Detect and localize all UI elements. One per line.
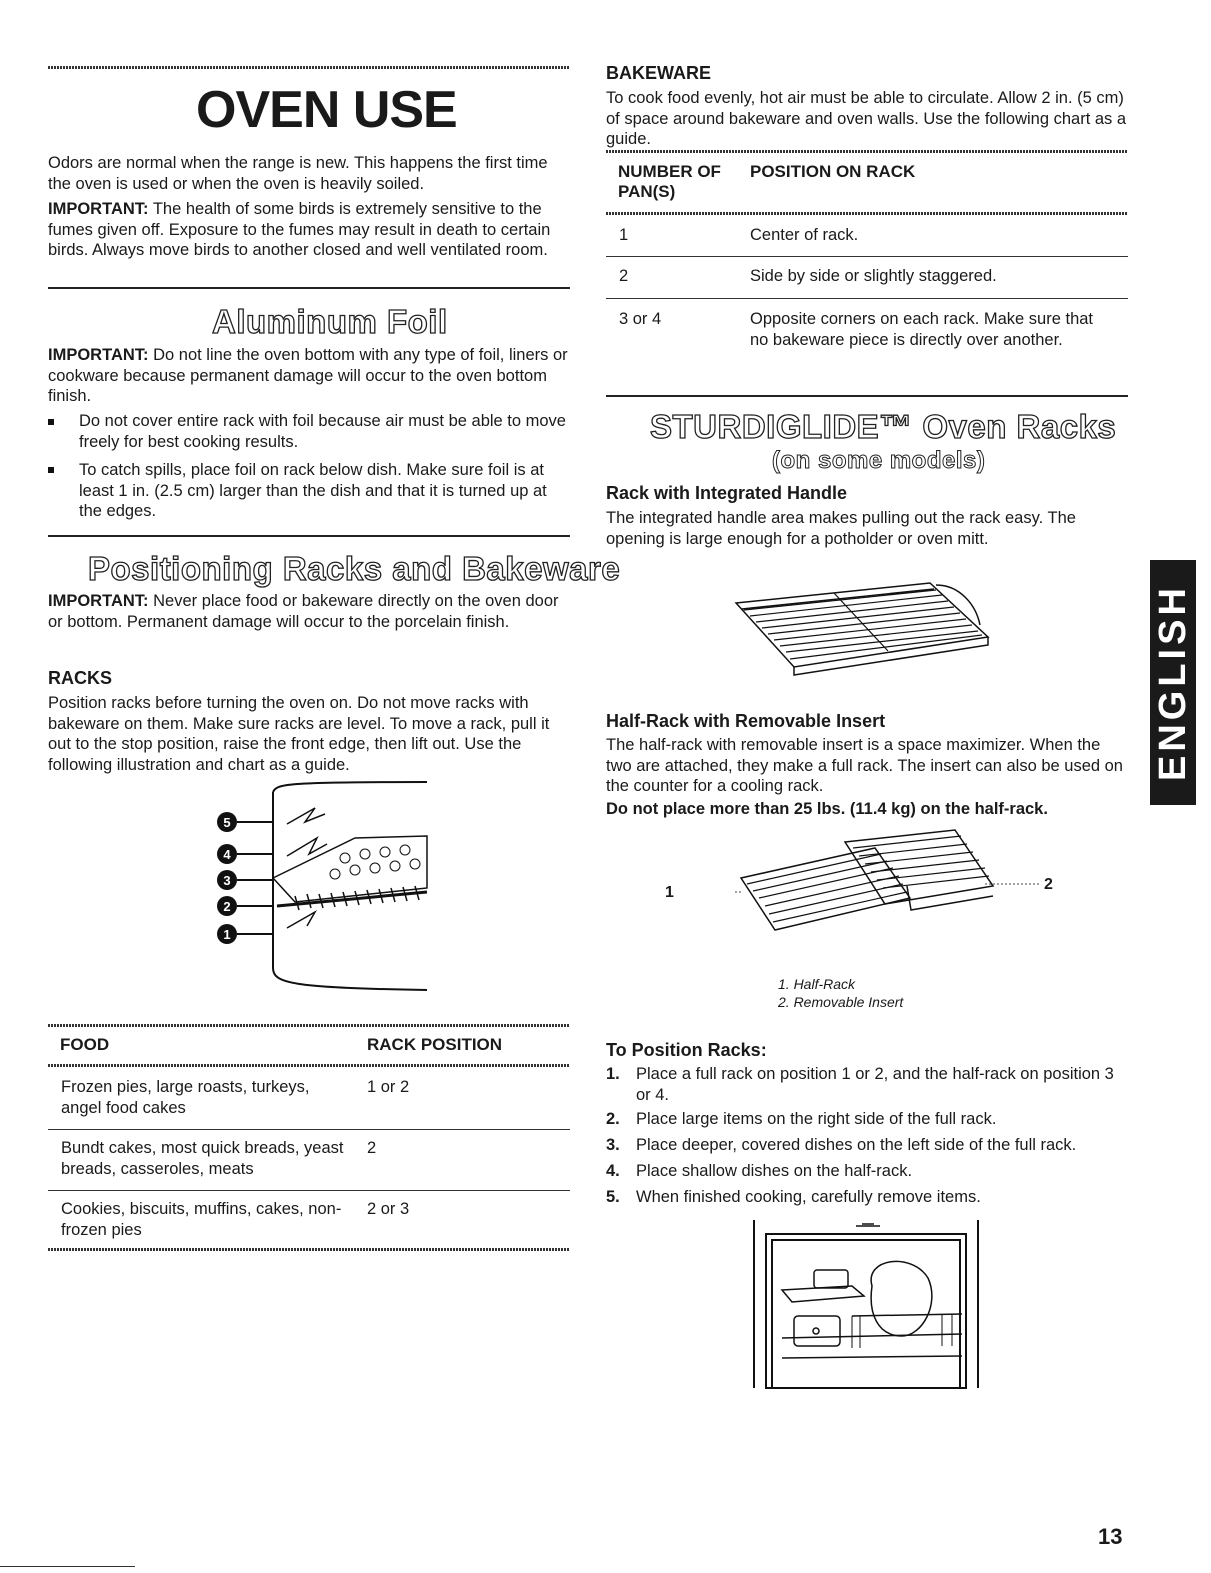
step-5-number: 5. — [606, 1188, 620, 1206]
foil-bullet-2: To catch spills, place foil on rack below dish. Make sure foil is at least 1 in. (2.5 cm) larger than the dish and that it is turned up at the edges. — [79, 461, 547, 520]
weight-warning: Do not place more than 25 lbs. (11.4 kg) on the half-rack. — [606, 800, 1048, 818]
bakeware-table-header-rule — [606, 212, 1128, 215]
positioning-heading: Positioning Racks and Bakeware — [88, 550, 621, 587]
food-table-header-rule — [48, 1064, 570, 1067]
important-text: The health of some birds is extremely sensitive to the fumes given off. Exposure to the fumes may result in death to certain birds. Always move birds to another closed and well ventilated room. — [48, 200, 551, 259]
step-4-text: Place shallow dishes on the half-rack. — [636, 1162, 913, 1180]
important-text: Do not line the oven bottom with any type of foil, liners or cookware because permanent damage will occur to the oven bottom finish. — [48, 346, 568, 405]
title-top-rule — [48, 66, 570, 69]
bakeware-row-2-num: 2 — [619, 267, 629, 285]
step-2-text: Place large items on the right side of the full rack. — [636, 1110, 997, 1128]
oven-interior-illustration — [752, 1218, 980, 1390]
oven-rack-illustration — [195, 778, 435, 996]
language-side-tab-label: ENGLISH — [1152, 584, 1194, 781]
integrated-handle-paragraph: The integrated handle area makes pulling out the rack easy. The opening is large enough for a potholder or oven mitt. — [606, 509, 1076, 548]
aluminum-foil-heading: Aluminum Foil — [212, 303, 448, 340]
rack-label-2: 2 — [223, 899, 231, 914]
bakeware-paragraph: To cook food evenly, hot air must be able to circulate. Allow 2 in. (5 cm) of space around bakeware and oven walls. Use the following chart as a guide. — [606, 89, 1127, 148]
rack-label-3: 3 — [223, 873, 231, 888]
step-1-text: Place a full rack on position 1 or 2, and the half-rack on position 3 or 4. — [636, 1065, 1114, 1104]
foil-important — [48, 345, 568, 407]
bakeware-row-3-num: 3 or 4 — [619, 310, 662, 328]
bakeware-table-top-rule — [606, 150, 1128, 153]
bakeware-row-3-pos: Opposite corners on each rack. Make sure that no bakeware piece is directly over another. — [750, 310, 1094, 349]
page-title: OVEN USE — [196, 81, 457, 139]
bakeware-row-1-num: 1 — [619, 226, 629, 244]
racks-heading: RACKS — [48, 668, 113, 688]
important-label: IMPORTANT: — [48, 200, 149, 218]
bullet-icon — [48, 467, 54, 473]
important-text: Never place food or bakeware directly on the oven door or bottom. Permanent damage will occur to the porcelain finish. — [48, 592, 559, 631]
step-3-number: 3. — [606, 1136, 620, 1154]
step-5-text: When finished cooking, carefully remove items. — [636, 1188, 981, 1206]
rack-label-5: 5 — [223, 815, 231, 830]
positioning-important — [48, 591, 568, 632]
food-row-2-food: Bundt cakes, most quick breads, yeast breads, casseroles, meats — [61, 1139, 344, 1178]
footer-rule — [0, 1566, 135, 1567]
food-row-1-food: Frozen pies, large roasts, turkeys, angel food cakes — [61, 1078, 310, 1117]
intro-paragraph: Odors are normal when the range is new. This happens the first time the oven is used or when the oven is heavily soiled. — [48, 154, 548, 193]
foil-bullet-1: Do not cover entire rack with foil because air must be able to move freely for best cooking results. — [79, 412, 566, 451]
bakeware-heading: BAKEWARE — [606, 63, 712, 83]
food-table-bottom-rule — [48, 1248, 570, 1251]
callout-1: 1 — [665, 884, 674, 901]
sturdiglide-subheading: (on some models) — [772, 447, 986, 474]
important-label: IMPORTANT: — [48, 592, 149, 610]
legend-half-rack: 1. Half-Rack — [778, 976, 856, 992]
step-4-number: 4. — [606, 1162, 620, 1180]
table-row-divider — [48, 1129, 570, 1130]
food-row-3-food: Cookies, biscuits, muffins, cakes, non-frozen pies — [61, 1200, 342, 1239]
step-2-number: 2. — [606, 1110, 620, 1128]
number-of-pans-header: NUMBER OF PAN(S) — [618, 162, 721, 201]
section-divider — [606, 395, 1128, 397]
table-row-divider — [48, 1190, 570, 1191]
rack-label-1: 1 — [223, 927, 231, 942]
important-label: IMPORTANT: — [48, 346, 149, 364]
half-rack-illustration — [735, 828, 1045, 948]
step-3-text: Place deeper, covered dishes on the left side of the full rack. — [636, 1136, 1077, 1154]
section-divider — [48, 287, 570, 289]
bakeware-row-1-pos: Center of rack. — [750, 226, 859, 244]
sturdiglide-heading: STURDIGLIDE™ Oven Racks — [650, 408, 1117, 445]
step-1-number: 1. — [606, 1065, 620, 1083]
integrated-handle-heading: Rack with Integrated Handle — [606, 483, 848, 503]
section-divider — [48, 535, 570, 537]
food-table-top-rule — [48, 1024, 570, 1027]
rack-position-column-header: RACK POSITION — [367, 1035, 503, 1054]
position-on-rack-header: POSITION ON RACK — [750, 162, 916, 181]
racks-paragraph: Position racks before turning the oven on. Do not move racks with bakeware on them. Make sure racks are level. To move a rack, pull it out to the stop position, raise the front edge, then lift out. Use the following illustration and chart as a guide. — [48, 694, 550, 774]
callout-2: 2 — [1044, 876, 1053, 893]
bullet-icon — [48, 419, 54, 425]
half-rack-heading: Half-Rack with Removable Insert — [606, 711, 886, 731]
position-racks-heading: To Position Racks: — [606, 1040, 767, 1060]
page-number: 13 — [1098, 1524, 1123, 1549]
table-row-divider — [606, 256, 1128, 257]
food-row-2-position: 2 — [367, 1139, 377, 1157]
birds-warning — [48, 199, 568, 261]
legend-removable-insert: 2. Removable Insert — [778, 994, 904, 1010]
rack-label-4: 4 — [223, 847, 231, 862]
food-column-header: FOOD — [60, 1035, 110, 1054]
integrated-rack-illustration — [730, 575, 995, 685]
food-row-1-position: 1 or 2 — [367, 1078, 410, 1096]
table-row-divider — [606, 298, 1128, 299]
food-row-3-position: 2 or 3 — [367, 1200, 410, 1218]
half-rack-paragraph: The half-rack with removable insert is a space maximizer. When the two are attached, they make a full rack. The insert can also be used on the counter for a cooling rack. — [606, 736, 1123, 795]
bakeware-row-2-pos: Side by side or slightly staggered. — [750, 267, 997, 285]
